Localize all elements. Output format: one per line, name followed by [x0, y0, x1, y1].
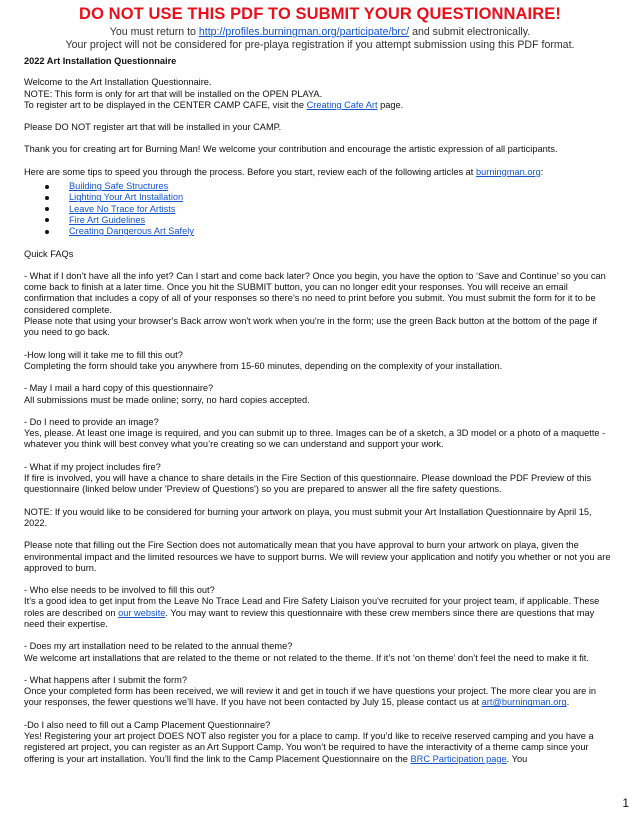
lighting-art-installation-link[interactable]: Lighting Your Art Installation: [69, 192, 184, 203]
faq-image-answer: Yes, please. At least one image is required, and you can submit up to three. Images can be of a sketch, a 3D model or a photo of a maquette - whatever you think will best convey what you’re creating so we can understand and support your work.: [24, 428, 606, 450]
faq-camp-placement-text: Yes! Registering your art project DOES NOT also register you for a place to camp. If you’d like to receive reserved camping and you have a registered art project, you can register as an Art Support Camp. You won’t be required to have the interactivity of a theme camp since your offering is your art installation. You’ll find the link to the Camp Placement Questionnaire on the: [24, 731, 594, 764]
creating-dangerous-art-link[interactable]: Creating Dangerous Art Safely: [69, 226, 194, 237]
list-item: [69, 192, 614, 203]
fire-deadline-note: NOTE: If you would like to be considered for burning your artwork on playa, you must submit your Art Installation Questionnaire by April 15, 2022.: [24, 506, 592, 528]
intro-welcome: Welcome to the Art Installation Questionnaire.: [24, 77, 212, 88]
faq-image-question: - Do I need to provide an image?: [24, 416, 159, 427]
warning-banner-title: DO NOT USE THIS PDF TO SUBMIT YOUR QUESTIONNAIRE!: [79, 5, 561, 23]
faq-fire-answer: If fire is involved, you will have a chance to share details in the Fire Section of this questionnaire. Please download the PDF Preview of this questionnaire (linked below under 'Preview of Questions') so you are prepared to answer all the fire safety questions.: [24, 473, 592, 495]
list-item: [69, 204, 614, 215]
faq-after-submit-question: - What happens after I submit the form?: [24, 674, 187, 685]
return-notice-text: You must return to: [109, 26, 199, 38]
faq-fire-question: - What if my project includes fire?: [24, 461, 161, 472]
tips-text: Here are some tips to speed you through the process. Before you start, review each of the following articles at: [24, 166, 476, 177]
intro-cafe-text: To register art to be displayed in the CENTER CAMP CAFE, visit the: [24, 99, 307, 110]
intro-note: NOTE: This form is only for art that will be installed on the OPEN PLAYA.: [24, 88, 323, 99]
intro-cafe-suffix: page.: [377, 99, 404, 110]
tips-paragraph: [24, 167, 614, 178]
page-number: 1: [622, 796, 629, 810]
creating-cafe-art-link[interactable]: Creating Cafe Art: [306, 99, 378, 110]
faq-camp-placement-suffix: . You: [506, 753, 528, 764]
return-notice: [0, 26, 640, 39]
faq-camp-placement-answer: [24, 731, 614, 765]
intro-cafe: [24, 100, 614, 111]
faq-duration-answer: Completing the form should take you anywhere from 15-60 minutes, depending on the complexity of your installation.: [24, 360, 503, 371]
faq-theme-question: - Does my art installation need to be related to the annual theme?: [24, 641, 293, 652]
faq-duration-question: -How long will it take me to fill this out?: [24, 349, 183, 360]
faq-involvement-suffix: . You may want to review this questionnaire with these crew members since there are questions that may need their expertise.: [24, 607, 595, 629]
faq-after-submit-suffix: .: [566, 697, 570, 708]
our-website-link[interactable]: our website: [118, 607, 166, 618]
camp-note: Please DO NOT register art that will be installed in your CAMP.: [24, 122, 282, 133]
faq-theme-answer: We welcome art installations that are related to the theme or not related to the theme. If it’s not ‘on theme’ don’t feel the need to make it fit.: [24, 652, 589, 663]
list-item: [69, 226, 614, 237]
document-body: [24, 56, 614, 765]
faq-back-button-note: Please note that using your browser's Back arrow won't work when you're in the form; use the green Back button at the bottom of the page if you need to go back.: [24, 316, 597, 338]
faq-save-continue: - What if I don’t have all the info yet? Can I start and come back later? Once you begin, you have the option to ‘Save and Continue’ so you can come back to finish at a later time. Once you hit the SUBMIT button, you can no longer edit your responses. You will receive an email confirmation that includes a copy of all of your responses so there’s no need to print before you submit. You must submit the form for it to be considered complete.: [24, 270, 606, 315]
art-email-link[interactable]: art@burningman.org: [481, 697, 567, 708]
fire-art-guidelines-link[interactable]: Fire Art Guidelines: [69, 214, 146, 225]
leave-no-trace-link[interactable]: Leave No Trace for Artists: [69, 203, 176, 214]
quick-faqs-label: Quick FAQs: [24, 248, 74, 259]
building-safe-structures-link[interactable]: Building Safe Structures: [69, 181, 169, 192]
faq-hard-copy-answer: All submissions must be made online; sorry, no hard copies accepted.: [24, 394, 310, 405]
faq-hard-copy-question: - May I mail a hard copy of this questionnaire?: [24, 383, 214, 394]
faq-involvement-text: It’s a good idea to get input from the Leave No Trace Lead and Fire Safety Liaison you've recruited for your project team, if applicable. These roles are described on: [24, 596, 600, 618]
faq-involvement-answer: [24, 596, 614, 630]
pre-playa-notice: Your project will not be considered for pre-playa registration if you attempt submission using this PDF format.: [65, 39, 575, 51]
return-notice-suffix: and submit electronically.: [409, 26, 531, 38]
fire-approval-note: Please note that filling out the Fire Section does not automatically mean that you have approval to burn your artwork on playa, given the environmental impact and the limited resources we have to support burns. We will review your application and notify you whether or not you are approved to burn.: [24, 540, 611, 573]
faq-camp-placement-question: -Do I also need to fill out a Camp Placement Questionnaire?: [24, 719, 271, 730]
document-heading: 2022 Art Installation Questionnaire: [24, 56, 177, 66]
faq-after-submit-answer: [24, 686, 614, 709]
tips-suffix: :: [540, 166, 544, 177]
list-item: [69, 215, 614, 226]
list-item: [69, 181, 614, 192]
faq-after-submit-text: Once your completed form has been received, we will review it and get in touch if we have questions your project. The more clear you are in your responses, the fewer questions we’ll have. If you have not been contacted by July 15, please contact us at: [24, 686, 597, 708]
profiles-link[interactable]: http://profiles.burningman.org/participate/brc/: [198, 26, 410, 38]
faq-involvement-question: - Who else needs to be involved to fill this out?: [24, 585, 215, 596]
article-links-list: [24, 181, 614, 237]
thanks-paragraph: Thank you for creating art for Burning Man! We welcome your contribution and encourage the artistic expression of all participants.: [24, 144, 558, 155]
burningman-org-link[interactable]: burningman.org: [475, 166, 541, 177]
brc-participation-link[interactable]: BRC Participation page: [410, 753, 507, 764]
